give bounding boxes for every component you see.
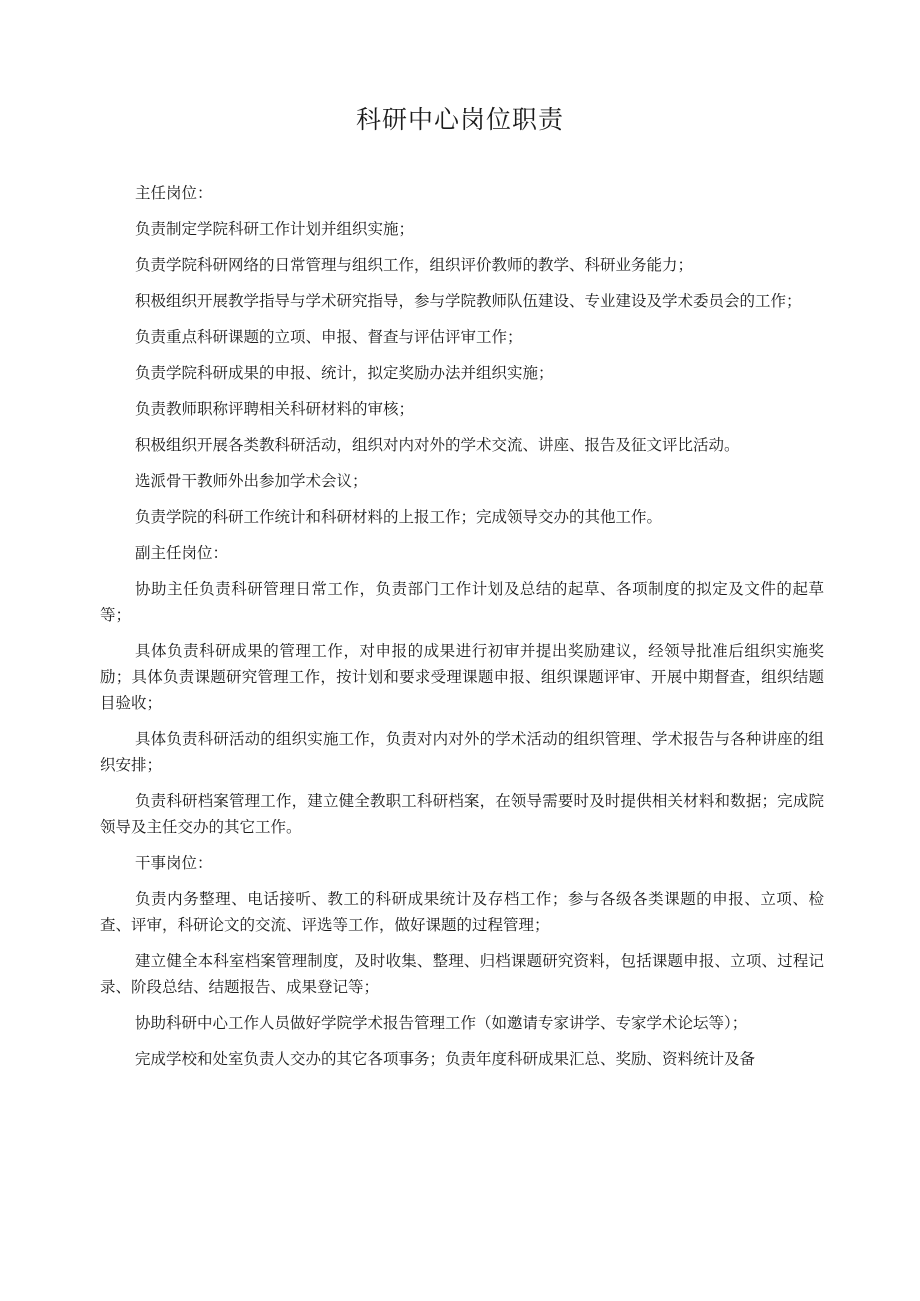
section-heading-director: 主任岗位：: [135, 184, 213, 202]
duty-item: 负责学院科研成果的申报、统计，拟定奖励办法并组织实施；: [135, 364, 554, 382]
duty-item: 积极组织开展教学指导与学术研究指导，参与学院教师队伍建设、专业建设及学术委员会的工作；: [135, 292, 802, 310]
duty-item: 完成学校和处室负责人交办的其它各项事务；负责年度科研成果汇总、奖励、资料统计及备: [135, 1050, 756, 1068]
duty-item: 负责重点科研课题的立项、申报、督查与评估评审工作；: [135, 328, 523, 346]
section-heading-clerk: 干事岗位：: [135, 854, 213, 872]
duty-item: 协助主任负责科研管理日常工作，负责部门工作计划及总结的起草、各项制度的拟定及文件的起草等；: [100, 580, 824, 624]
section-heading-deputy-director: 副主任岗位：: [135, 544, 229, 562]
duty-item: 建立健全本科室档案管理制度，及时收集、整理、归档课题研究资料，包括课题申报、立项、过程记录、阶段总结、结题报告、成果登记等；: [100, 952, 824, 996]
document-body: [100, 180, 824, 1082]
duty-item: 负责科研档案管理工作，建立健全教职工科研档案，在领导需要时及时提供相关材料和数据；完成院领导及主任交办的其它工作。: [100, 792, 824, 836]
duty-item: 具体负责科研成果的管理工作，对申报的成果进行初审并提出奖励建议，经领导批准后组织实施奖励；具体负责课题研究管理工作，按计划和要求受理课题申报、组织课题评审、开展中期督查，组织结题目验收；: [100, 642, 824, 712]
duty-item: 具体负责科研活动的组织实施工作，负责对内对外的学术活动的组织管理、学术报告与各种讲座的组织安排；: [100, 730, 824, 774]
duty-item: 选派骨干教师外出参加学术会议；: [135, 472, 368, 490]
duty-item: 负责学院的科研工作统计和科研材料的上报工作；完成领导交办的其他工作。: [135, 508, 663, 526]
duty-item: 负责学院科研网络的日常管理与组织工作，组织评价教师的教学、科研业务能力；: [135, 256, 694, 274]
duty-item: 负责内务整理、电话接听、教工的科研成果统计及存档工作；参与各级各类课题的申报、立项、检查、评审，科研论文的交流、评选等工作，做好课题的过程管理；: [100, 890, 824, 934]
duty-item: 积极组织开展各类教科研活动，组织对内对外的学术交流、讲座、报告及征文评比活动。: [135, 436, 740, 454]
duty-item: 协助科研中心工作人员做好学院学术报告管理工作（如邀请专家讲学、专家学术论坛等）；: [135, 1014, 748, 1032]
duty-item: 负责教师职称评聘相关科研材料的审核；: [135, 400, 415, 418]
page-title: 科研中心岗位职责: [355, 105, 564, 134]
duty-item: 负责制定学院科研工作计划并组织实施；: [135, 220, 415, 238]
